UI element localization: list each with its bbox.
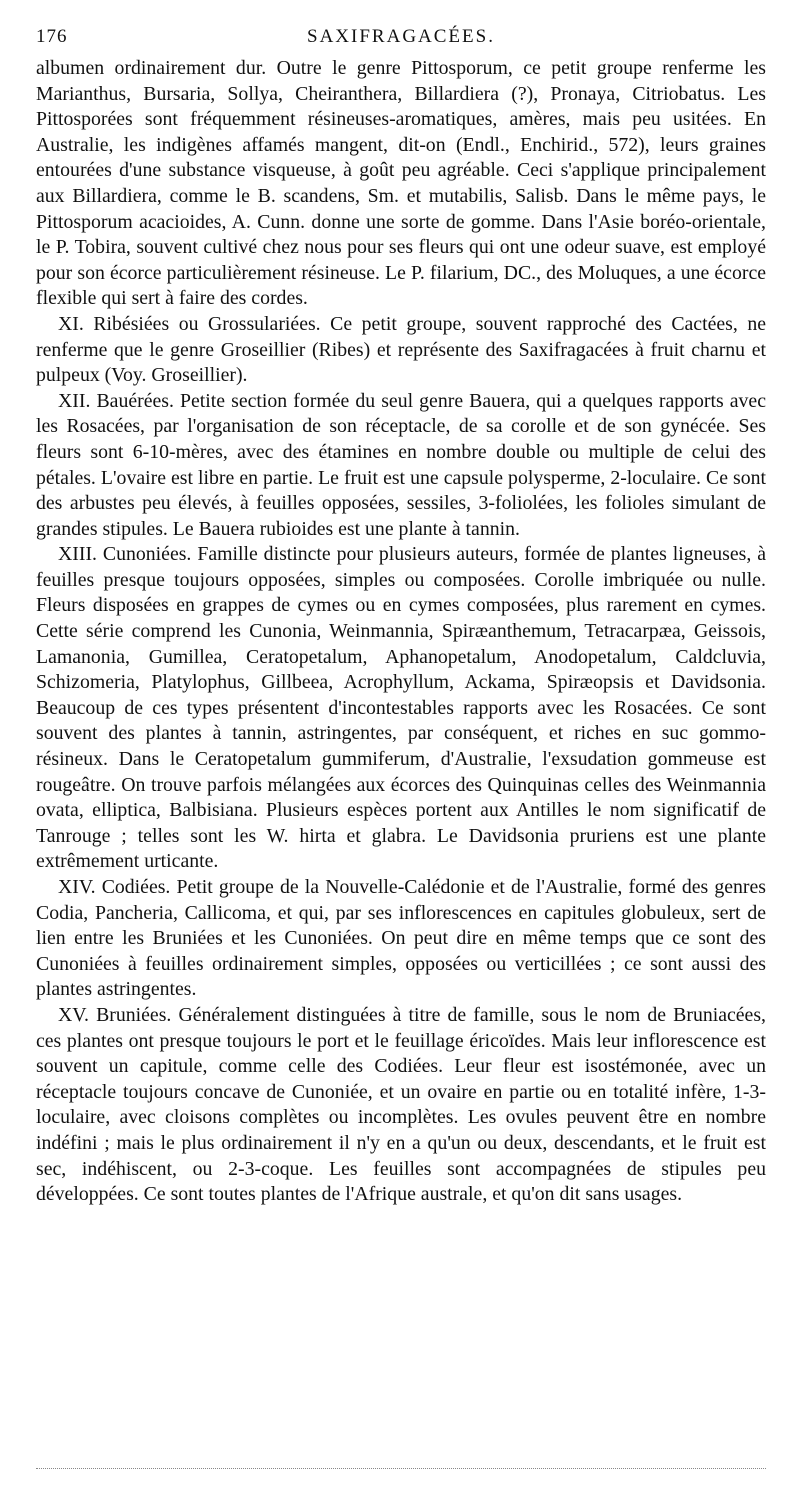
paragraph-pittosporees-continued: albumen ordinairement dur. Outre le genre Pittosporum, ce petit groupe renferme les Marianthus, Bursaria, Sollya, Cheiranthera, Billardiera (?), Pronaya, Citriobatus. Les Pittosporées sont fréquemment résineuses-aromatiques, amères, mais peu usitées. En Australie, les indigènes affamés mangent, dit-on (Endl., Enchirid., 572), leurs graines entourées d'une substance visqueuse, à goût peu agréable. Ceci s'applique principalement aux Billardiera, comme le B. scandens, Sm. et mutabilis, Salisb. Dans le même pays, le Pittosporum acacioides, A. Cunn. donne une sorte de gomme. Dans l'Asie boréo-orientale, le P. Tobira, souvent cultivé chez nous pour ses fleurs qui ont une odeur suave, est employé pour son écorce particulièrement résineuse. Le P. filarium, DC., des Moluques, a une écorce flexible qui sert à faire des cordes.	[36, 57, 766, 310]
footer-rule	[36, 1468, 766, 1469]
body-text	[36, 56, 766, 1208]
paragraph-cunoniees: XIII. Cunoniées. Famille distincte pour plusieurs auteurs, formée de plantes ligneuses, à feuilles presque toujours opposées, simples ou composées. Corolle imbriquée ou nulle. Fleurs disposées en grappes de cymes ou en cymes composées, plus rarement en cymes. Cette série comprend les Cunonia, Weinmannia, Spiræanthemum, Tetracarpæa, Geissois, Lamanonia, Gumillea, Ceratopetalum, Aphanopetalum, Anodopetalum, Caldcluvia, Schizomeria, Platylophus, Gillbeea, Acrophyllum, Ackama, Spiræopsis et Davidsonia. Beaucoup de ces types présentent d'incontestables rapports avec les Rosacées. Ce sont souvent des plantes à tannin, astringentes, par conséquent, et riches en suc gommo-résineux. Dans le Ceratopetalum gummiferum, d'Australie, l'exsudation gommeuse est rougeâtre. On trouve parfois mélangées aux écorces des Quinquinas celles des Weinmannia ovata, elliptica, Balbisiana. Plusieurs espèces portent aux Antilles le nom significatif de Tanrouge ; telles sont les W. hirta et glabra. Le Davidsonia pruriens est une plante extrêmement urticante.	[36, 543, 766, 873]
paragraph-ribesiees: XI. Ribésiées ou Grossulariées. Ce petit groupe, souvent rapproché des Cactées, ne renferme que le genre Groseillier (Ribes) et représente des Saxifragacées à fruit charnu et pulpeux (Voy. Groseillier).	[36, 312, 766, 387]
book-page	[36, 26, 766, 1208]
running-head	[36, 26, 766, 56]
paragraph-bauerees: XII. Bauérées. Petite section formée du seul genre Bauera, qui a quelques rapports avec les Rosacées, par l'organisation de son réceptacle, de sa corolle et de son gynécée. Ses fleurs sont 6-10-mères, avec des étamines en nombre double ou multiple de celui des pétales. L'ovaire est libre en partie. Le fruit est une capsule polysperme, 2-loculaire. Ce sont des arbustes peu élevés, à feuilles opposées, sessiles, 3-foliolées, les folioles simulant de grandes stipules. Le Bauera rubioides est une plante à tannin.	[36, 389, 766, 540]
running-title: SAXIFRAGACÉES.	[307, 26, 495, 47]
paragraph-codiees: XIV. Codiées. Petit groupe de la Nouvelle-Calédonie et de l'Australie, formé des genres Codia, Pancheria, Callicoma, et qui, par ses inflorescences en capitules globuleux, sert de lien entre les Bruniées et les Cunoniées. On peut dire en même temps que ce sont des Cunoniées à feuilles ordinairement simples, opposées ou verticillées ; ce sont aussi des plantes astringentes.	[36, 876, 766, 1001]
page-number: 176	[36, 26, 68, 47]
paragraph-bruniees: XV. Bruniées. Généralement distinguées à titre de famille, sous le nom de Bruniacées, ces plantes ont presque toujours le port et le feuillage éricoïdes. Mais leur inflorescence est souvent un capitule, comme celle des Codiées. Leur fleur est isostémonée, avec un réceptacle toujours concave de Cunoniée, et un ovaire en partie ou en totalité infère, 1-3-loculaire, avec cloisons complètes ou incomplètes. Les ovules peuvent être en nombre indéfini ; mais le plus ordinairement il n'y en a qu'un ou deux, descendants, et le fruit est sec, indéhiscent, ou 2-3-coque. Les feuilles sont accompagnées de stipules peu développées. Ce sont toutes plantes de l'Afrique australe, et qu'on dit sans usages.	[36, 1003, 766, 1206]
